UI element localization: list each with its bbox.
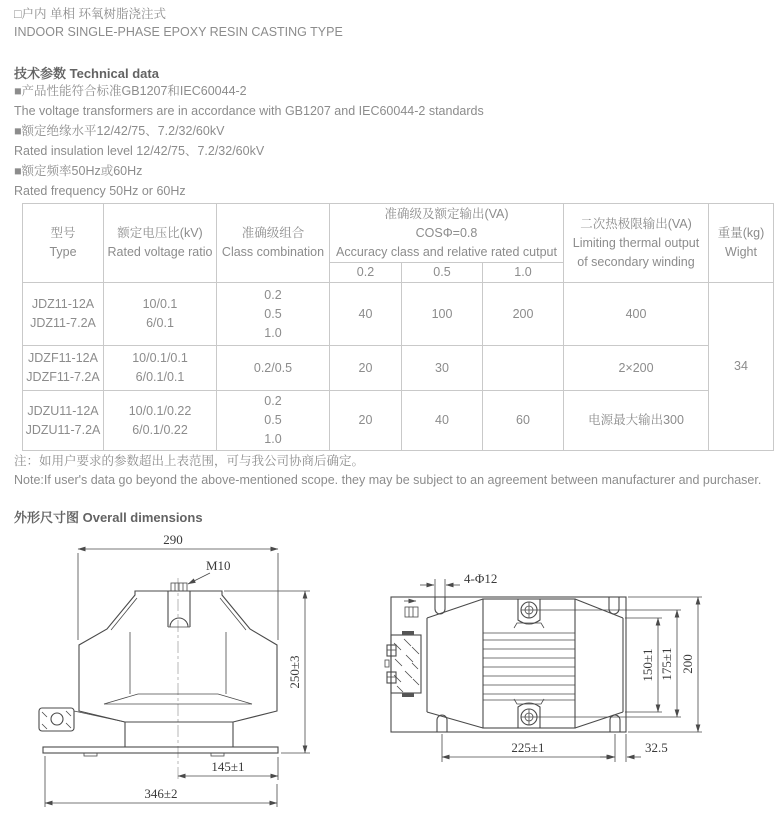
cell-line: 10/0.1 bbox=[142, 297, 178, 311]
cell-line: Class combination bbox=[221, 245, 325, 259]
cell-line: 1.0 bbox=[264, 325, 282, 340]
page-title-zh: □户内 单相 环氧树脂浇注式 bbox=[14, 7, 166, 21]
cell-out02: 20 bbox=[330, 391, 402, 451]
technical-data-table bbox=[22, 203, 774, 451]
cell-line: 6/0.1/0.1 bbox=[135, 370, 185, 384]
cell-out10: 60 bbox=[483, 391, 564, 451]
dim-bolt-label: M10 bbox=[206, 558, 231, 573]
base-outline bbox=[391, 597, 626, 732]
cell-out10 bbox=[483, 346, 564, 391]
dim-top-width: 290 bbox=[163, 532, 183, 547]
cell-line: Rated voltage ratio bbox=[107, 245, 213, 259]
cell-out10: 200 bbox=[483, 283, 564, 346]
dim-base-depth: 200 bbox=[680, 654, 695, 674]
spec-line: The voltage transformers are in accordance with GB1207 and IEC60044-2 standards bbox=[14, 104, 484, 118]
cell-line: 0.2 bbox=[264, 287, 282, 302]
top-view-drawing bbox=[385, 571, 702, 762]
cell-out05: 30 bbox=[402, 346, 483, 391]
spec-list bbox=[14, 81, 484, 201]
dim-edge-offset: 32.5 bbox=[645, 740, 668, 755]
header-class bbox=[217, 204, 330, 283]
header-ratio bbox=[104, 204, 217, 283]
table-row bbox=[23, 346, 774, 391]
page-title-en: INDOOR SINGLE-PHASE EPOXY RESIN CASTING TYPE bbox=[14, 25, 343, 39]
cell-line: 型号 bbox=[50, 226, 76, 240]
spec-line: ■额定绝缘水平12/42/75、7.2/32/60kV bbox=[14, 124, 225, 138]
cell-line: COSΦ=0.8 bbox=[415, 225, 478, 240]
spec-line: ■额定频率50Hz或60Hz bbox=[14, 164, 143, 178]
note-en: Note:If user's data go beyond the above-mentioned scope. they may be subject to an agreement between manufacturer and purchaser. bbox=[14, 473, 762, 487]
table-row bbox=[23, 283, 774, 346]
overall-dimensions-heading: 外形尺寸图 Overall dimensions bbox=[14, 510, 203, 525]
cell-line: 0.5 bbox=[264, 306, 282, 321]
header-thermal bbox=[564, 204, 709, 283]
cell-line: JDZU11-7.2A bbox=[25, 422, 101, 437]
cell-line: 10/0.1/0.22 bbox=[128, 403, 192, 418]
dim-height: 250±3 bbox=[287, 655, 302, 689]
dim-center-to-edge: 145±1 bbox=[211, 759, 245, 774]
terminal-hole bbox=[51, 713, 63, 725]
header-acc-05: 0.5 bbox=[402, 263, 483, 283]
cell-thermal: 400 bbox=[564, 283, 709, 346]
cell-thermal: 2×200 bbox=[564, 346, 709, 391]
cell-line: JDZ11-12A bbox=[31, 297, 95, 311]
cell-line: 额定电压比(kV) bbox=[117, 226, 203, 240]
cell-ratios bbox=[104, 391, 217, 451]
technical-data-heading: 技术参数 Technical data bbox=[14, 66, 159, 81]
cell-line: Accuracy class and relative rated cutput bbox=[336, 244, 557, 259]
cell-classes bbox=[217, 391, 330, 451]
dimension-drawings bbox=[0, 528, 780, 824]
header-type bbox=[23, 204, 104, 283]
cell-line: 准确级组合 bbox=[241, 226, 305, 240]
cell-line: 10/0.1/0.1 bbox=[132, 351, 188, 365]
cell-ratios bbox=[104, 346, 217, 391]
cell-line: 重量(kg) bbox=[717, 226, 765, 240]
cell-classes: 0.2/0.5 bbox=[217, 346, 330, 391]
terminal-box-top-view bbox=[391, 635, 421, 693]
cell-weight: 34 bbox=[709, 283, 774, 451]
header-acc-02: 0.2 bbox=[330, 263, 402, 283]
cell-models bbox=[23, 391, 104, 451]
cell-line: 准确级及额定输出(VA) bbox=[384, 206, 509, 221]
table-row bbox=[23, 391, 774, 451]
cell-line: JDZF11-12A bbox=[28, 351, 98, 365]
cell-out05: 100 bbox=[402, 283, 483, 346]
cell-line: JDZU11-12A bbox=[27, 403, 99, 418]
dim-eye-distance: 175±1 bbox=[659, 647, 674, 681]
dim-hole-spacing: 225±1 bbox=[511, 740, 545, 755]
cell-line: JDZ11-7.2A bbox=[30, 316, 96, 330]
header-weight bbox=[709, 204, 774, 283]
cell-classes bbox=[217, 283, 330, 346]
note-zh: 注：如用户要求的参数超出上表范围，可与我公司协商后确定。 bbox=[14, 454, 365, 468]
terminal-box bbox=[39, 708, 74, 731]
cell-ratios bbox=[104, 283, 217, 346]
cell-line: 0.5 bbox=[264, 413, 282, 427]
cell-line: 0.2 bbox=[264, 394, 282, 408]
dim-total-width: 346±2 bbox=[144, 786, 178, 801]
cell-line: 1.0 bbox=[264, 432, 282, 446]
cell-out05: 40 bbox=[402, 391, 483, 451]
header-acc-10: 1.0 bbox=[483, 263, 564, 283]
cell-out02: 40 bbox=[330, 283, 402, 346]
cell-line: Type bbox=[49, 245, 77, 259]
header-accuracy bbox=[330, 204, 564, 263]
cell-line: JDZF11-7.2A bbox=[26, 370, 100, 384]
cell-line: Limiting thermal output bbox=[572, 235, 700, 250]
cell-line: 二次热极限输出(VA) bbox=[580, 216, 692, 231]
spec-line: Rated frequency 50Hz or 60Hz bbox=[14, 184, 186, 198]
cell-line: 6/0.1 bbox=[146, 316, 174, 330]
spec-line: ■产品性能符合标准GB1207和IEC60044-2 bbox=[14, 84, 247, 98]
cell-models bbox=[23, 346, 104, 391]
cell-line: 6/0.1/0.22 bbox=[132, 422, 188, 437]
cell-out02: 20 bbox=[330, 346, 402, 391]
cell-line: Wight bbox=[725, 245, 757, 259]
base-plate bbox=[43, 747, 278, 753]
cell-models bbox=[23, 283, 104, 346]
dim-mounting-holes: 4-Φ12 bbox=[464, 571, 498, 586]
cell-thermal: 电源最大输出300 bbox=[564, 391, 709, 451]
dim-body-width: 150±1 bbox=[640, 648, 655, 682]
spec-line: Rated insulation level 12/42/75、7.2/32/60kV bbox=[14, 144, 265, 158]
front-view-drawing bbox=[39, 532, 310, 807]
cell-line: of secondary winding bbox=[577, 254, 695, 269]
